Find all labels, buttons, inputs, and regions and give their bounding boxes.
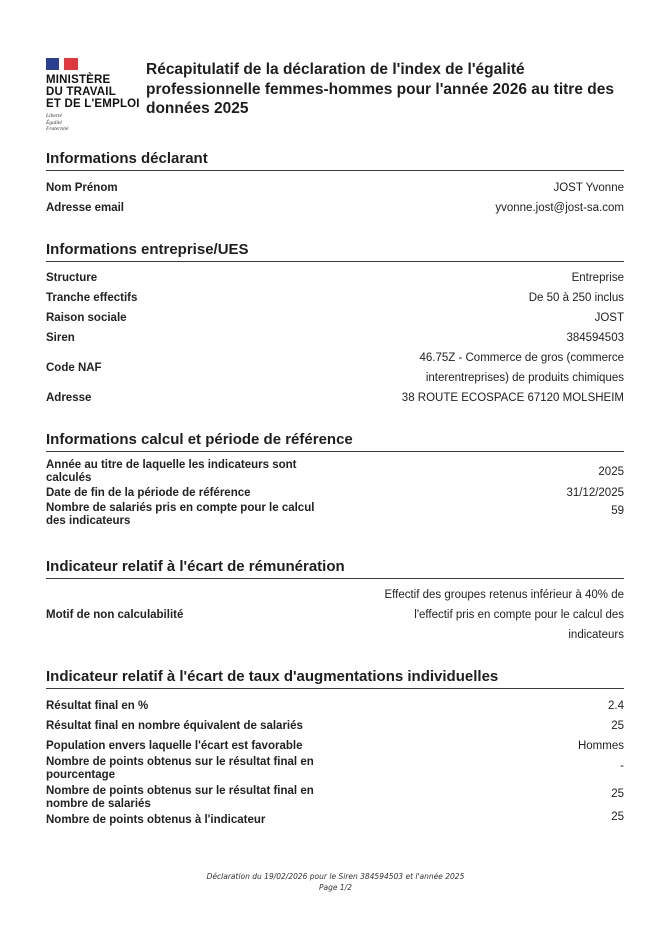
field-label: Nombre de salariés pris en compte pour le calcul des indicateurs	[46, 502, 315, 527]
section-title: Indicateur relatif à l'écart de taux d'augmentations individuelles	[46, 668, 624, 689]
ministry-name: MINISTÈRE DU TRAVAIL ET DE L'EMPLOI	[46, 74, 140, 110]
field-label: Résultat final en nombre équivalent de salariés	[46, 719, 303, 732]
field-value: Entreprise	[571, 272, 624, 284]
republic-motto: Liberté Égalité Fraternité	[46, 113, 69, 132]
field-label: Adresse email	[46, 201, 124, 214]
field-value: 2025	[598, 466, 624, 478]
field-value: 31/12/2025	[566, 487, 624, 499]
ministry-logo	[46, 58, 146, 133]
field-label: Siren	[46, 331, 75, 344]
section-calcul	[46, 431, 624, 528]
field-value: De 50 à 250 inclus	[528, 292, 624, 304]
field-row-structure	[46, 268, 624, 288]
field-row-siren	[46, 328, 624, 348]
field-value: 2.4	[608, 700, 624, 712]
section-augmentations	[46, 668, 624, 827]
field-row-points-salaries	[46, 785, 624, 811]
field-value: 25	[611, 811, 624, 823]
declaration-info: Déclaration du 19/02/2026 pour le Siren 384594503 et l'année 2025	[206, 872, 465, 881]
field-value: -	[620, 760, 624, 772]
field-value: 38 ROUTE ECOSPACE 67120 MOLSHEIM	[401, 392, 624, 404]
field-label: Année au titre de laquelle les indicateurs sont calculés	[46, 459, 297, 484]
field-value: JOST	[594, 312, 624, 324]
field-row-annee-indicateurs	[46, 459, 624, 485]
page-footer	[0, 871, 671, 893]
field-label: Nombre de points obtenus à l'indicateur	[46, 814, 266, 826]
field-label: Adresse	[46, 391, 92, 404]
field-label: Nom Prénom	[46, 181, 118, 194]
field-label: Nombre de points obtenus sur le résultat final en pourcentage	[46, 756, 314, 781]
section-remuneration	[46, 558, 624, 645]
field-row-code-naf	[46, 348, 624, 388]
field-label: Nombre de points obtenus sur le résultat final en nombre de salariés	[46, 785, 314, 810]
field-row-email	[46, 198, 624, 218]
field-row-motif-non-calculabilite	[46, 585, 624, 645]
section-title: Informations calcul et période de référence	[46, 431, 624, 452]
page-number: Page 1/2	[319, 883, 352, 892]
field-label: Raison sociale	[46, 311, 127, 324]
field-value: 25	[611, 720, 624, 732]
section-title: Informations déclarant	[46, 150, 624, 171]
field-row-nombre-salaries	[46, 502, 624, 528]
field-value: 46.75Z - Commerce de gros (commerce interentreprises) de produits chimiques	[419, 352, 624, 384]
field-label: Résultat final en %	[46, 699, 149, 712]
field-label: Tranche effectifs	[46, 291, 138, 304]
french-flag-icon	[46, 58, 78, 70]
field-row-raison-sociale	[46, 308, 624, 328]
field-row-population-favorable	[46, 736, 624, 756]
field-value: 59	[611, 505, 624, 517]
field-row-points-pourcentage	[46, 756, 624, 782]
field-label: Structure	[46, 271, 98, 284]
field-row-adresse	[46, 388, 624, 408]
field-label: Motif de non calculabilité	[46, 608, 184, 621]
field-value: 384594503	[566, 332, 624, 344]
field-value: Hommes	[577, 740, 624, 752]
field-value: 25	[611, 788, 624, 800]
field-label: Code NAF	[46, 361, 102, 374]
field-row-resultat-salaries	[46, 716, 624, 736]
section-declarant	[46, 150, 624, 218]
field-row-date-fin-periode	[46, 487, 624, 500]
field-row-resultat-pourcent	[46, 696, 624, 716]
field-row-points-indicateur	[46, 811, 624, 827]
document-title: Récapitulatif de la déclaration de l'index de l'égalité professionnelle femmes-hommes pour l'année 2026 au titre des données 2025	[146, 61, 614, 117]
section-title: Indicateur relatif à l'écart de rémunération	[46, 558, 624, 579]
field-value: Effectif des groupes retenus inférieur à 40% de l'effectif pris en compte pour le calcul des indicateurs	[384, 589, 624, 641]
field-value: JOST Yvonne	[553, 182, 624, 194]
section-entreprise	[46, 241, 624, 408]
section-title: Informations entreprise/UES	[46, 241, 624, 262]
field-label: Date de fin de la période de référence	[46, 487, 251, 499]
field-row-nom-prenom	[46, 178, 624, 198]
field-row-tranche-effectifs	[46, 288, 624, 308]
field-value: yvonne.jost@jost-sa.com	[495, 202, 624, 214]
field-label: Population envers laquelle l'écart est favorable	[46, 739, 303, 752]
